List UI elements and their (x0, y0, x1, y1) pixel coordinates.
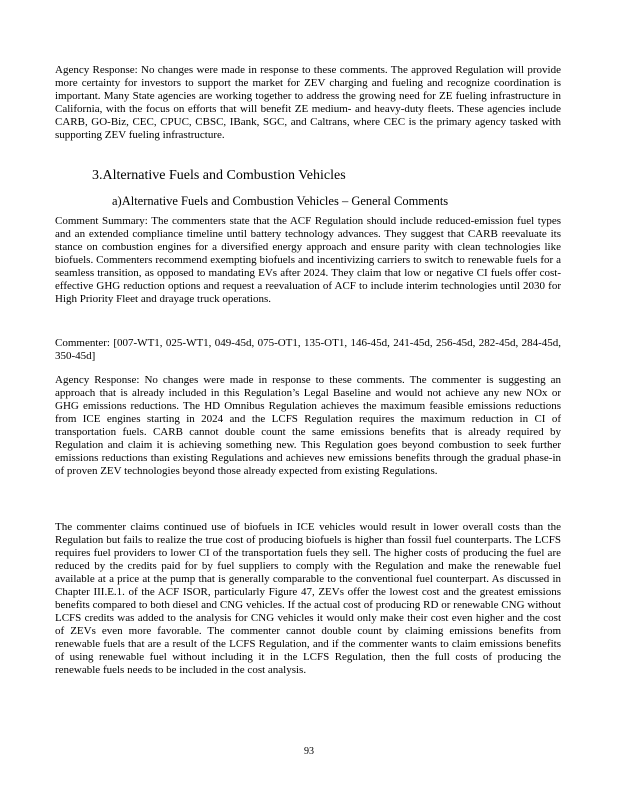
comment-summary-paragraph: Comment Summary: The commenters state that the ACF Regulation should include reduced-emission fuel types and an extended compliance timeline until battery technology advances. They suggest that CARB reevaluate its stance on combustion engines for a diversified energy approach and ensure parity with clean technologies like biofuels. Commenters recommend exempting biofuels and incentivizing carriers to switch to renewable fuels for a seamless transition, as opposed to mandating EVs after 2024. They claim that low or negative CI fuels offer cost-effective GHG reduction options and request a reevaluation of ACF to include interim technologies until 2030 for High Priority Fleet and drayage truck operations. (55, 215, 561, 305)
section-heading: 3.Alternative Fuels and Combustion Vehicles (92, 168, 346, 183)
biofuels-cost-paragraph: The commenter claims continued use of biofuels in ICE vehicles would result in lower overall costs than the Regulation but fails to realize the true cost of producing biofuels is higher than fossil fuel counterparts. The LCFS requires fuel providers to lower CI of the transportation fuels they sell. The higher costs of producing the fuel are reduced by the credits paid for by fuel suppliers to comply with the Regulation and make the renewable fuel available at a price at the pump that is generally comparable to the conventional fuel counterpart. As discussed in Chapter III.E.1. of the ACF ISOR, particularly Figure 47, ZEVs offer the lowest cost and the greatest emissions benefits compared to both diesel and CNG vehicles. If the actual cost of producing RD or renewable CNG without LCFS credits was added to the analysis for CNG vehicles it would only make their cost even higher and the cost of ZEVs even more favorable. The commenter cannot double count by claiming emissions benefits from renewable fuels that are a result of the LCFS Regulation, and if the commenter wants to claim emissions benefits of using renewable fuel without including it in the LCFS Regulation, then the full costs of producing the renewable fuels needs to be included in the cost analysis. (55, 521, 561, 676)
agency-response-paragraph-2: Agency Response: No changes were made in response to these comments. The commenter is suggesting an approach that is already included in this Regulation’s Legal Baseline and would not achieve any new NOx or GHG emissions reductions. The HD Omnibus Regulation achieves the maximum feasible emissions reductions from ICE engines starting in 2024 and the LCFS Regulation requires the maximum reduction in CI of transportation fuels. CARB cannot double count the same emissions benefits that is already required by Regulation and claim it is achieving something new. This Regulation goes beyond combustion to seek further emissions reductions than existing Regulations and achieves new emissions benefits through the gradual phase-in of proven ZEV technologies beyond those already expected from existing Regulations. (55, 374, 561, 477)
agency-response-paragraph: Agency Response: No changes were made in response to these comments. The approved Regulation will provide more certainty for investors to support the market for ZEV charging and fueling and recognize coordination is important. Many State agencies are working together to address the growing need for ZE fueling infrastructure in California, with the focus on efforts that will benefit ZE medium- and heavy-duty fleets. These agencies include CARB, GO-Biz, CEC, CPUC, CBSC, IBank, SGC, and Caltrans, where CEC is the primary agency tasked with supporting ZEV fueling infrastructure. (55, 64, 561, 141)
page-number: 93 (304, 746, 314, 757)
commenter-list: Commenter: [007-WT1, 025-WT1, 049-45d, 075-OT1, 135-OT1, 146-45d, 241-45d, 256-45d, 282-45d, 284-45d, 350-45d] (55, 337, 561, 362)
subsection-heading: a)Alternative Fuels and Combustion Vehicles – General Comments (112, 194, 449, 208)
